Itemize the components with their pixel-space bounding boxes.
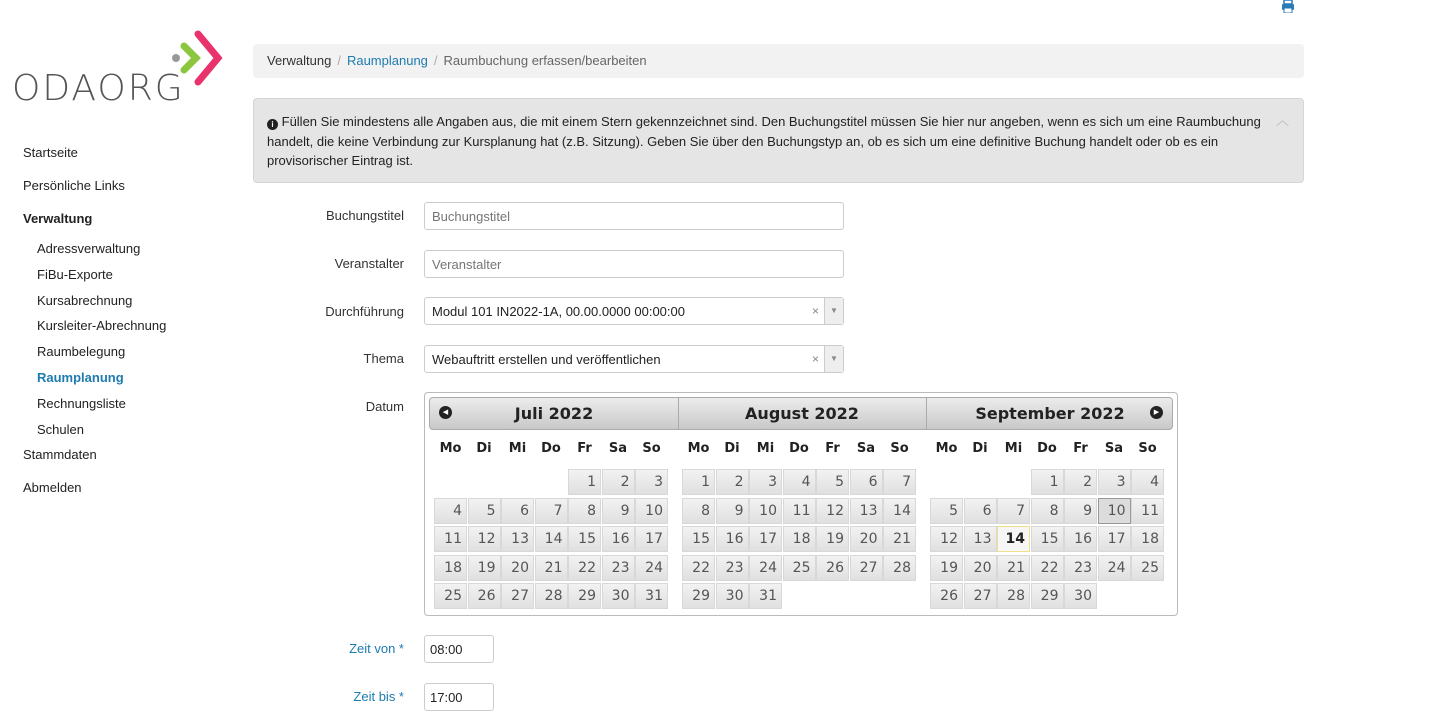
clear-icon[interactable]: × — [811, 352, 819, 366]
day-cell[interactable]: 30 — [602, 583, 635, 609]
nav-fibu-exporte[interactable]: FiBu-Exporte — [37, 266, 113, 282]
clear-icon[interactable]: × — [811, 304, 819, 318]
month-title: Juli 2022 — [514, 404, 594, 423]
month-title: August 2022 — [745, 404, 859, 423]
day-cell[interactable]: 25 — [434, 583, 467, 609]
weekday-header: Do — [1037, 441, 1057, 456]
breadcrumb-verwaltung[interactable]: Verwaltung — [267, 53, 332, 68]
month-divider — [926, 398, 927, 429]
nav-persoenliche-links[interactable]: Persönliche Links — [23, 178, 125, 193]
day-cell[interactable]: 9 — [602, 498, 635, 524]
day-cell[interactable]: 20 — [850, 526, 883, 552]
day-cell[interactable]: 2 — [602, 469, 635, 495]
next-month-icon[interactable]: ▶ — [1150, 406, 1163, 419]
day-cell[interactable]: 23 — [602, 555, 635, 581]
day-cell[interactable]: 10 — [749, 498, 782, 524]
day-cell[interactable]: 31 — [749, 583, 782, 609]
thema-value: Webauftritt erstellen und veröffentlichen — [432, 352, 661, 367]
day-cell[interactable]: 26 — [468, 583, 501, 609]
datepicker-header — [429, 397, 1173, 430]
day-cell[interactable]: 10 — [635, 498, 668, 524]
day-cell[interactable]: 7 — [997, 498, 1030, 524]
info-panel — [253, 98, 1304, 183]
nav-verwaltung[interactable]: Verwaltung — [23, 211, 93, 226]
day-cell[interactable]: 26 — [816, 555, 849, 581]
day-cell[interactable]: 26 — [930, 583, 963, 609]
day-cell[interactable]: 9 — [1064, 498, 1097, 524]
day-cell[interactable]: 22 — [682, 555, 715, 581]
nav-kursabrechnung[interactable]: Kursabrechnung — [37, 292, 133, 308]
day-cell[interactable]: 5 — [930, 498, 963, 524]
day-cell[interactable]: 16 — [716, 526, 749, 552]
day-cell[interactable]: 2 — [716, 469, 749, 495]
day-cell[interactable]: 27 — [964, 583, 997, 609]
day-cell[interactable]: 3 — [749, 469, 782, 495]
day-cell[interactable]: 10 — [1098, 498, 1131, 524]
day-cell[interactable]: 13 — [850, 498, 883, 524]
label-veranstalter: Veranstalter — [334, 256, 404, 271]
weekday-header: So — [642, 441, 661, 456]
day-cell[interactable]: 21 — [997, 555, 1030, 581]
durchfuehrung-value: Modul 101 IN2022-1A, 00.00.0000 00:00:00 — [432, 304, 685, 319]
label-zeit-bis: Zeit bis * — [353, 689, 404, 704]
label-zeit-von: Zeit von * — [349, 641, 404, 656]
breadcrumb-separator: / — [337, 53, 341, 68]
day-cell[interactable]: 12 — [468, 526, 501, 552]
day-cell[interactable]: 31 — [635, 583, 668, 609]
nav-kursleiter-abrechnung[interactable]: Kursleiter-Abrechnung — [37, 318, 167, 334]
weekday-header: So — [1138, 441, 1157, 456]
breadcrumb-raumplanung[interactable]: Raumplanung — [346, 53, 428, 68]
day-cell[interactable]: 11 — [434, 526, 467, 552]
day-cell[interactable]: 7 — [883, 469, 916, 495]
day-cell[interactable]: 28 — [535, 583, 568, 609]
day-cell[interactable]: 29 — [568, 583, 601, 609]
day-cell[interactable]: 27 — [501, 583, 534, 609]
day-cell[interactable]: 11 — [1131, 498, 1164, 524]
day-cell[interactable]: 28 — [883, 555, 916, 581]
weekday-header: Sa — [608, 441, 628, 456]
chevron-down-icon[interactable]: ▼ — [824, 298, 843, 324]
day-cell[interactable]: 6 — [850, 469, 883, 495]
day-cell[interactable]: 8 — [1031, 498, 1064, 524]
day-cell[interactable]: 18 — [1131, 526, 1164, 552]
day-cell[interactable]: 23 — [716, 555, 749, 581]
day-cell[interactable]: 22 — [1031, 555, 1064, 581]
breadcrumb-separator: / — [433, 53, 438, 68]
day-cell[interactable]: 4 — [434, 498, 467, 524]
weekday-header: So — [890, 441, 909, 456]
label-datum: Datum — [365, 399, 404, 414]
day-cell[interactable]: 5 — [468, 498, 501, 524]
day-cell[interactable]: 3 — [1098, 469, 1131, 495]
day-cell[interactable]: 24 — [749, 555, 782, 581]
day-cell[interactable]: 21 — [883, 526, 916, 552]
day-cell[interactable]: 24 — [635, 555, 668, 581]
breadcrumb — [253, 44, 1304, 78]
weekday-header: Fr — [1073, 441, 1088, 456]
day-cell[interactable]: 1 — [682, 469, 715, 495]
nav-schulen[interactable]: Schulen — [37, 421, 84, 437]
weekday-header: Mo — [439, 441, 462, 456]
day-cell[interactable]: 20 — [964, 555, 997, 581]
thema-select[interactable] — [424, 345, 844, 373]
odaorg-logo[interactable] — [12, 28, 227, 109]
weekday-header: Do — [541, 441, 561, 456]
weekday-header: Fr — [825, 441, 840, 456]
weekday-header: Mi — [756, 441, 775, 456]
day-cell[interactable]: 16 — [1064, 526, 1097, 552]
day-cell[interactable]: 17 — [1098, 526, 1131, 552]
day-cell[interactable]: 4 — [783, 469, 816, 495]
day-cell[interactable]: 6 — [964, 498, 997, 524]
day-cell[interactable]: 19 — [816, 526, 849, 552]
day-cell[interactable]: 24 — [1098, 555, 1131, 581]
day-cell[interactable]: 30 — [716, 583, 749, 609]
weekday-header: Do — [789, 441, 809, 456]
print-icon[interactable] — [1281, 0, 1295, 16]
label-buchungstitel: Buchungstitel — [325, 208, 404, 223]
day-cell[interactable]: 8 — [682, 498, 715, 524]
weekday-header: Sa — [856, 441, 876, 456]
day-cell[interactable]: 15 — [1031, 526, 1064, 552]
prev-month-icon[interactable]: ◀ — [439, 406, 452, 419]
day-cell[interactable]: 1 — [568, 469, 601, 495]
nav-startseite[interactable]: Startseite — [23, 145, 78, 160]
day-cell[interactable]: 16 — [602, 526, 635, 552]
day-cell[interactable]: 22 — [568, 555, 601, 581]
zeit-von-input[interactable] — [424, 635, 494, 663]
day-cell[interactable]: 8 — [568, 498, 601, 524]
nav-stammdaten[interactable]: Stammdaten — [23, 447, 97, 463]
day-cell[interactable]: 12 — [816, 498, 849, 524]
day-cell[interactable]: 3 — [635, 469, 668, 495]
day-cell[interactable]: 12 — [930, 526, 963, 552]
nav-abmelden[interactable]: Abmelden — [23, 480, 82, 496]
day-cell[interactable]: 14 — [883, 498, 916, 524]
nav-raumbelegung[interactable]: Raumbelegung — [37, 344, 126, 360]
weekday-header: Di — [724, 441, 740, 456]
day-cell[interactable]: 21 — [535, 555, 568, 581]
day-cell[interactable]: 6 — [501, 498, 534, 524]
nav-raumplanung[interactable]: Raumplanung — [37, 369, 124, 385]
datepicker — [424, 392, 1178, 616]
day-cell[interactable]: 13 — [964, 526, 997, 552]
day-cell[interactable]: 23 — [1064, 555, 1097, 581]
logo-text: ODAORG — [12, 68, 185, 109]
weekday-header: Mo — [687, 441, 710, 456]
nav-rechnungsliste[interactable]: Rechnungsliste — [37, 395, 126, 411]
info-icon: i — [267, 119, 278, 130]
durchfuehrung-select[interactable] — [424, 297, 844, 325]
info-text: Füllen Sie mindestens alle Angaben aus, die mit einem Stern gekennzeichnet sind. Den Buchungstitel müssen Sie hier nur angeben, wenn es sich um eine Raumbuchung handelt, die keine Verbindung zur Kursplanung hat (z.B. Sitzung). Geben Sie über den Buchungstyp an, ob es sich um eine definitive Buchung handelt oder ob es ein provisorischer Eintrag ist. — [267, 114, 1261, 168]
day-cell[interactable]: 27 — [850, 555, 883, 581]
day-cell[interactable]: 14 — [997, 526, 1030, 552]
day-cell[interactable]: 18 — [783, 526, 816, 552]
weekday-header: Di — [476, 441, 492, 456]
day-cell[interactable]: 30 — [1064, 583, 1097, 609]
month-divider — [678, 398, 679, 429]
day-cell[interactable]: 1 — [1031, 469, 1064, 495]
day-cell[interactable]: 17 — [749, 526, 782, 552]
day-cell[interactable]: 17 — [635, 526, 668, 552]
day-cell[interactable]: 18 — [434, 555, 467, 581]
chevron-down-icon[interactable]: ▼ — [824, 346, 843, 372]
day-cell[interactable]: 28 — [997, 583, 1030, 609]
day-cell[interactable]: 15 — [568, 526, 601, 552]
day-cell[interactable]: 29 — [1031, 583, 1064, 609]
day-cell[interactable]: 5 — [816, 469, 849, 495]
day-cell[interactable]: 19 — [468, 555, 501, 581]
month-title: September 2022 — [975, 404, 1125, 423]
day-cell[interactable]: 4 — [1131, 469, 1164, 495]
day-cell[interactable]: 14 — [535, 526, 568, 552]
collapse-icon[interactable]: ︿ — [1275, 113, 1289, 128]
nav-adressverwaltung[interactable]: Adressverwaltung — [37, 241, 141, 256]
label-durchfuehrung: Durchführung — [325, 304, 404, 319]
day-cell[interactable]: 13 — [501, 526, 534, 552]
sidebar-nav — [23, 145, 166, 513]
day-cell[interactable]: 7 — [535, 498, 568, 524]
day-cell[interactable]: 2 — [1064, 469, 1097, 495]
day-cell[interactable]: 15 — [682, 526, 715, 552]
day-cell[interactable]: 25 — [1131, 555, 1164, 581]
day-cell[interactable]: 9 — [716, 498, 749, 524]
day-cell[interactable]: 29 — [682, 583, 715, 609]
buchungstitel-input[interactable] — [424, 202, 844, 230]
weekday-header: Fr — [577, 441, 592, 456]
zeit-bis-input[interactable] — [424, 683, 494, 711]
weekday-header: Mi — [508, 441, 527, 456]
weekday-header: Sa — [1104, 441, 1124, 456]
weekday-header: Mi — [1004, 441, 1023, 456]
day-cell[interactable]: 11 — [783, 498, 816, 524]
weekday-header: Mo — [935, 441, 958, 456]
weekday-header: Di — [972, 441, 988, 456]
veranstalter-input[interactable] — [424, 250, 844, 278]
day-cell[interactable]: 20 — [501, 555, 534, 581]
day-cell[interactable]: 19 — [930, 555, 963, 581]
label-thema: Thema — [363, 351, 404, 366]
day-cell[interactable]: 25 — [783, 555, 816, 581]
breadcrumb-current: Raumbuchung erfassen/bearbeiten — [443, 53, 647, 68]
